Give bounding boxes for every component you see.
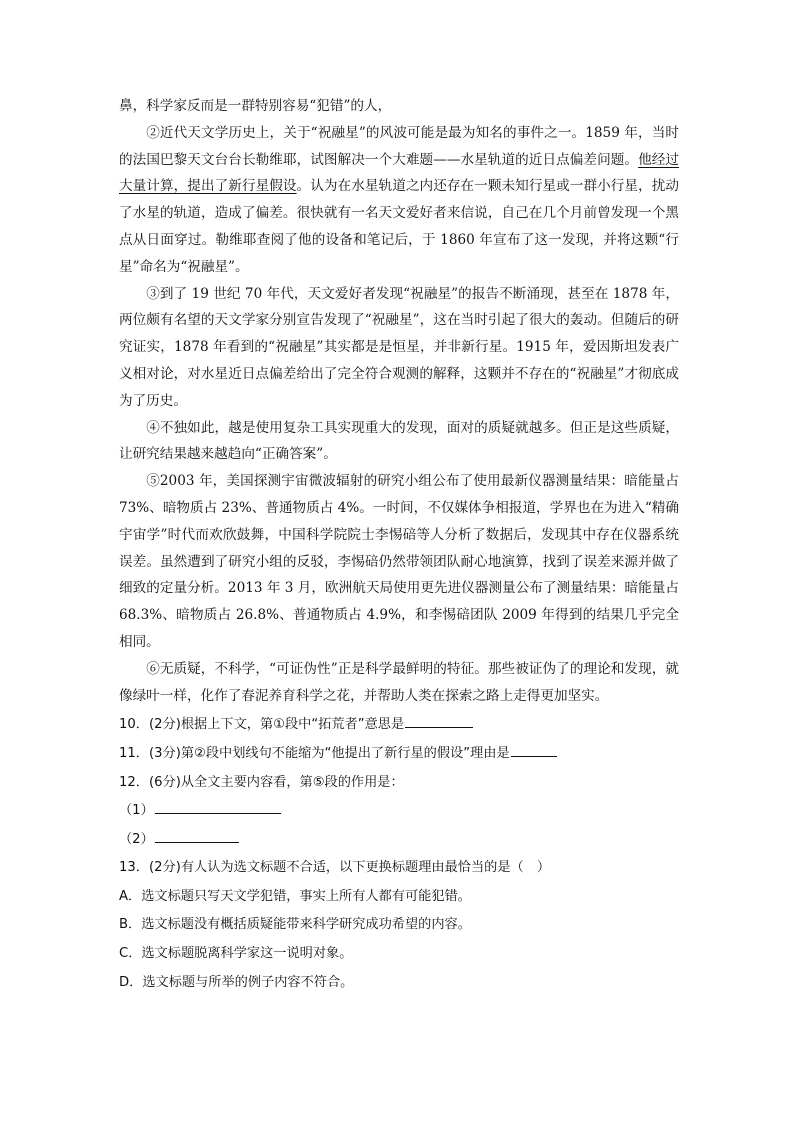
underlined-sentence: 他经过大量计算，提出了新行星假设: [119, 151, 680, 195]
question-12: [119, 769, 679, 798]
option-c[interactable]: C．选文标题脱离科学家这一说明对象。: [119, 946, 353, 962]
answer-blank-12-1[interactable]: [155, 799, 281, 814]
question-12-item-1: [119, 797, 679, 826]
worksheet-page: [119, 0, 679, 997]
passage-paragraph-1-end: 鼻，科学家反而是一群特别容易“犯错”的人，: [119, 98, 392, 114]
question-11-text: 11．(3分)第②段中划线句不能缩为“他提出了新行星的假设”理由是: [119, 745, 510, 761]
answer-blank-10[interactable]: [405, 713, 473, 728]
question-12-item-1-label: （1）: [119, 803, 154, 819]
passage-paragraph-6: ⑥无质疑，不科学，“可证伪性”正是科学最鲜明的特征。那些被证伪了的理论和发现，就像绿叶一样，化作了春泥养育科学之花，并帮助人类在探索之路上走得更加坚实。: [119, 660, 679, 704]
question-section: [119, 711, 679, 997]
option-a[interactable]: A．选文标题只写天文学犯错，事实上所有人都有可能犯错。: [119, 888, 471, 904]
passage-paragraph-4: ④不独如此，越是使用复杂工具实现重大的发现，面对的质疑就越多。但正是这些质疑，让研究结果越来越趋向“正确答案”。: [119, 419, 679, 463]
question-12-item-2: [119, 826, 679, 855]
paragraph-2-text-after: 。认为在水星轨道之内还存在一颗未知行星或一群小行星，扰动了水星的轨道，造成了偏差。很快就有一名天文爱好者来信说，自己在几个月前曾发现一个黑点从日面穿过。勒维耶查阅了他的设备和笔记后，于 1860 年宣布了这一发现，并将这颗“行星”命名为“祝融星”。: [119, 178, 680, 275]
question-12-item-2-label: （2）: [119, 831, 154, 847]
question-12-text: 12．(6分)从全文主要内容看，第⑤段的作用是：: [119, 774, 404, 790]
paragraph-2-text-before: ②近代天文学历史上，关于“祝融星”的风波可能是最为知名的事件之一。1859 年，当时的法国巴黎天文台台长勒维耶，试图解决一个大难题——水星轨道的近日点偏差问题。: [119, 124, 679, 168]
answer-blank-11[interactable]: [511, 742, 557, 757]
question-11: [119, 740, 679, 769]
passage-paragraph-3: ③到了 19 世纪 70 年代，天文爱好者发现“祝融星”的报告不断涌现，甚至在 1878 年，两位颇有名望的天文学家分别宣告发现了“祝融星”，这在当时引起了很大的轰动。但随后的研究证实，1878 年看到的“祝融星”其实都是是恒星，并非新行星。1915 年，爱因斯坦发表广义相对论，对水星近日点偏差给出了完全符合观测的解释，这颗并不存在的“祝融星”才彻底成为了历史。: [119, 285, 679, 409]
answer-blank-12-2[interactable]: [155, 828, 239, 843]
option-d[interactable]: D．选文标题与所举的例子内容不符合。: [119, 974, 354, 990]
question-13: 13．(2分)有人认为选文标题不合适，以下更换标题理由最恰当的是（ ）: [119, 860, 551, 876]
passage-paragraph-5: ⑤2003 年，美国探测宇宙微波辐射的研究小组公布了使用最新仪器测量结果：暗能量占 73%、暗物质占 23%、普通物质占 4%。一时间，不仅媒体争相报道，学界也在为进入“精确宇宙学”时代而欢欣鼓舞，中国科学院院士李惕碚等人分析了数据后，发现其中存在仪器系统误差。虽然遭到了研究小组的反驳，李惕碚仍然带领团队耐心地演算，找到了误差来源并做了细致的定量分析。2013 年 3 月，欧洲航天局使用更先进仪器测量公布了测量结果：暗能量占 68.3%、暗物质占 26.8%、普通物质占 4.9%，和李惕碚团队 2009 年得到的结果几乎完全相同。: [119, 473, 679, 650]
question-10: [119, 711, 679, 740]
option-b[interactable]: B．选文标题没有概括质疑能带来科学研究成功希望的内容。: [119, 917, 471, 933]
passage-paragraph-2: [119, 120, 679, 281]
question-10-text: 10．(2分)根据上下文，第①段中“拓荒者”意思是: [119, 717, 405, 733]
reading-passage: [119, 93, 679, 709]
